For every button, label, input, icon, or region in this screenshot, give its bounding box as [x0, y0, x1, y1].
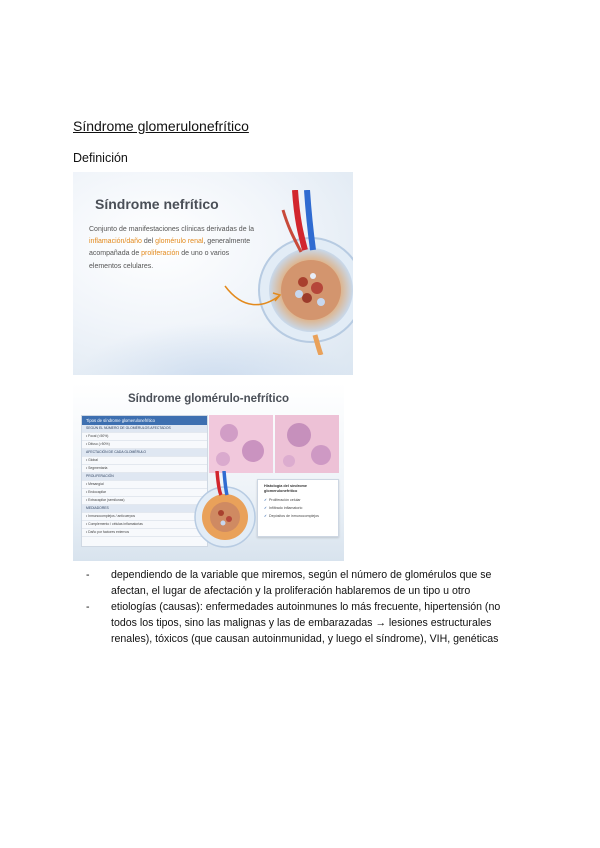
card-title: Histología del síndrome glomerulonefrítico: [264, 484, 308, 493]
panel-row: • Inmunocomplejos / anticuerpos: [82, 513, 207, 521]
panel-row: • Focal (<50%): [82, 433, 207, 441]
definition-text-part: de uno o varios elementos celulares.: [89, 250, 230, 270]
section-heading: Definición: [73, 151, 128, 165]
slide-title: Síndrome glomérulo-nefrítico: [127, 393, 289, 405]
list-item-text: etiologías (causas): enfermedades autoinmunes lo más frecuente, hipertensión (no todos los tipos, sino las malignas y las de embarazadas → lesiones estructurales renales), tóxicos (que causan autoinmunidad, y luego el síndrome), VIH, genéticas: [111, 601, 501, 645]
bullet-list: [86, 567, 526, 647]
panel-section: PROLIFERACIÓN: [82, 473, 207, 481]
panel-row: • Difuso (>50%): [82, 441, 207, 449]
classification-panel: [81, 415, 208, 547]
card-item: [258, 504, 338, 512]
list-item-text: dependiendo de la variable que miremos, según el número de glomérulos que se afectan, el lugar de afectación y la proliferación hablaremos de un tipo u otro: [111, 569, 492, 597]
definition-highlight: inflamación/daño: [89, 238, 142, 246]
panel-section: MEDIADORES: [82, 505, 207, 513]
card-item: [258, 512, 338, 520]
card-item-label: Proliferación celular: [269, 498, 301, 502]
arrow-icon: [223, 282, 283, 312]
panel-header: Tipos de síndrome glomerulonefrítico: [82, 416, 207, 425]
definition-highlight: proliferación: [141, 250, 180, 258]
page-title: Síndrome glomerulonefrítico: [73, 118, 249, 134]
slide-definition-text: [89, 224, 261, 273]
card-item-label: Depósitos de inmunocomplejos: [269, 514, 319, 518]
definition-highlight: glomérulo renal: [155, 238, 204, 246]
panel-row: • Endocapilar: [82, 489, 207, 497]
panel-row: • Segmentaria: [82, 465, 207, 473]
card-item: [258, 496, 338, 504]
list-dash: -: [86, 569, 90, 581]
check-icon: ✓: [264, 514, 268, 518]
slide-title: Síndrome nefrítico: [95, 196, 219, 212]
panel-row: • Daño por factores externos: [82, 529, 207, 537]
glomerulus-illustration: [255, 190, 353, 355]
list-item: [86, 567, 526, 599]
panel-row: • Complemento / células inflamatorias: [82, 521, 207, 529]
list-item: [86, 599, 526, 647]
definition-text-part: , generalmente acompañada de: [89, 238, 251, 258]
glomerulus-illustration: [191, 471, 259, 551]
panel-row: • Global: [82, 457, 207, 465]
panel-section: SEGÚN EL NÚMERO DE GLOMÉRULOS AFECTADOS: [82, 425, 207, 433]
list-dash: -: [86, 601, 90, 613]
check-icon: ✓: [264, 506, 268, 510]
panel-row: • Mesangial: [82, 481, 207, 489]
histology-card: [257, 479, 339, 537]
histology-images: [209, 415, 339, 473]
definition-text-part: del: [141, 238, 156, 246]
check-icon: ✓: [264, 498, 268, 502]
slide-nephritic-syndrome: [73, 172, 353, 375]
panel-row: • Extracapilar (semilunas): [82, 497, 207, 505]
panel-section: AFECTACIÓN DE CADA GLOMÉRULO: [82, 449, 207, 457]
slide-glomerulonephritic-syndrome: [73, 383, 344, 561]
card-item-label: Infiltrado inflamatorio: [269, 506, 303, 510]
definition-text-part: Conjunto de manifestaciones clínicas derivadas de la: [89, 226, 254, 233]
